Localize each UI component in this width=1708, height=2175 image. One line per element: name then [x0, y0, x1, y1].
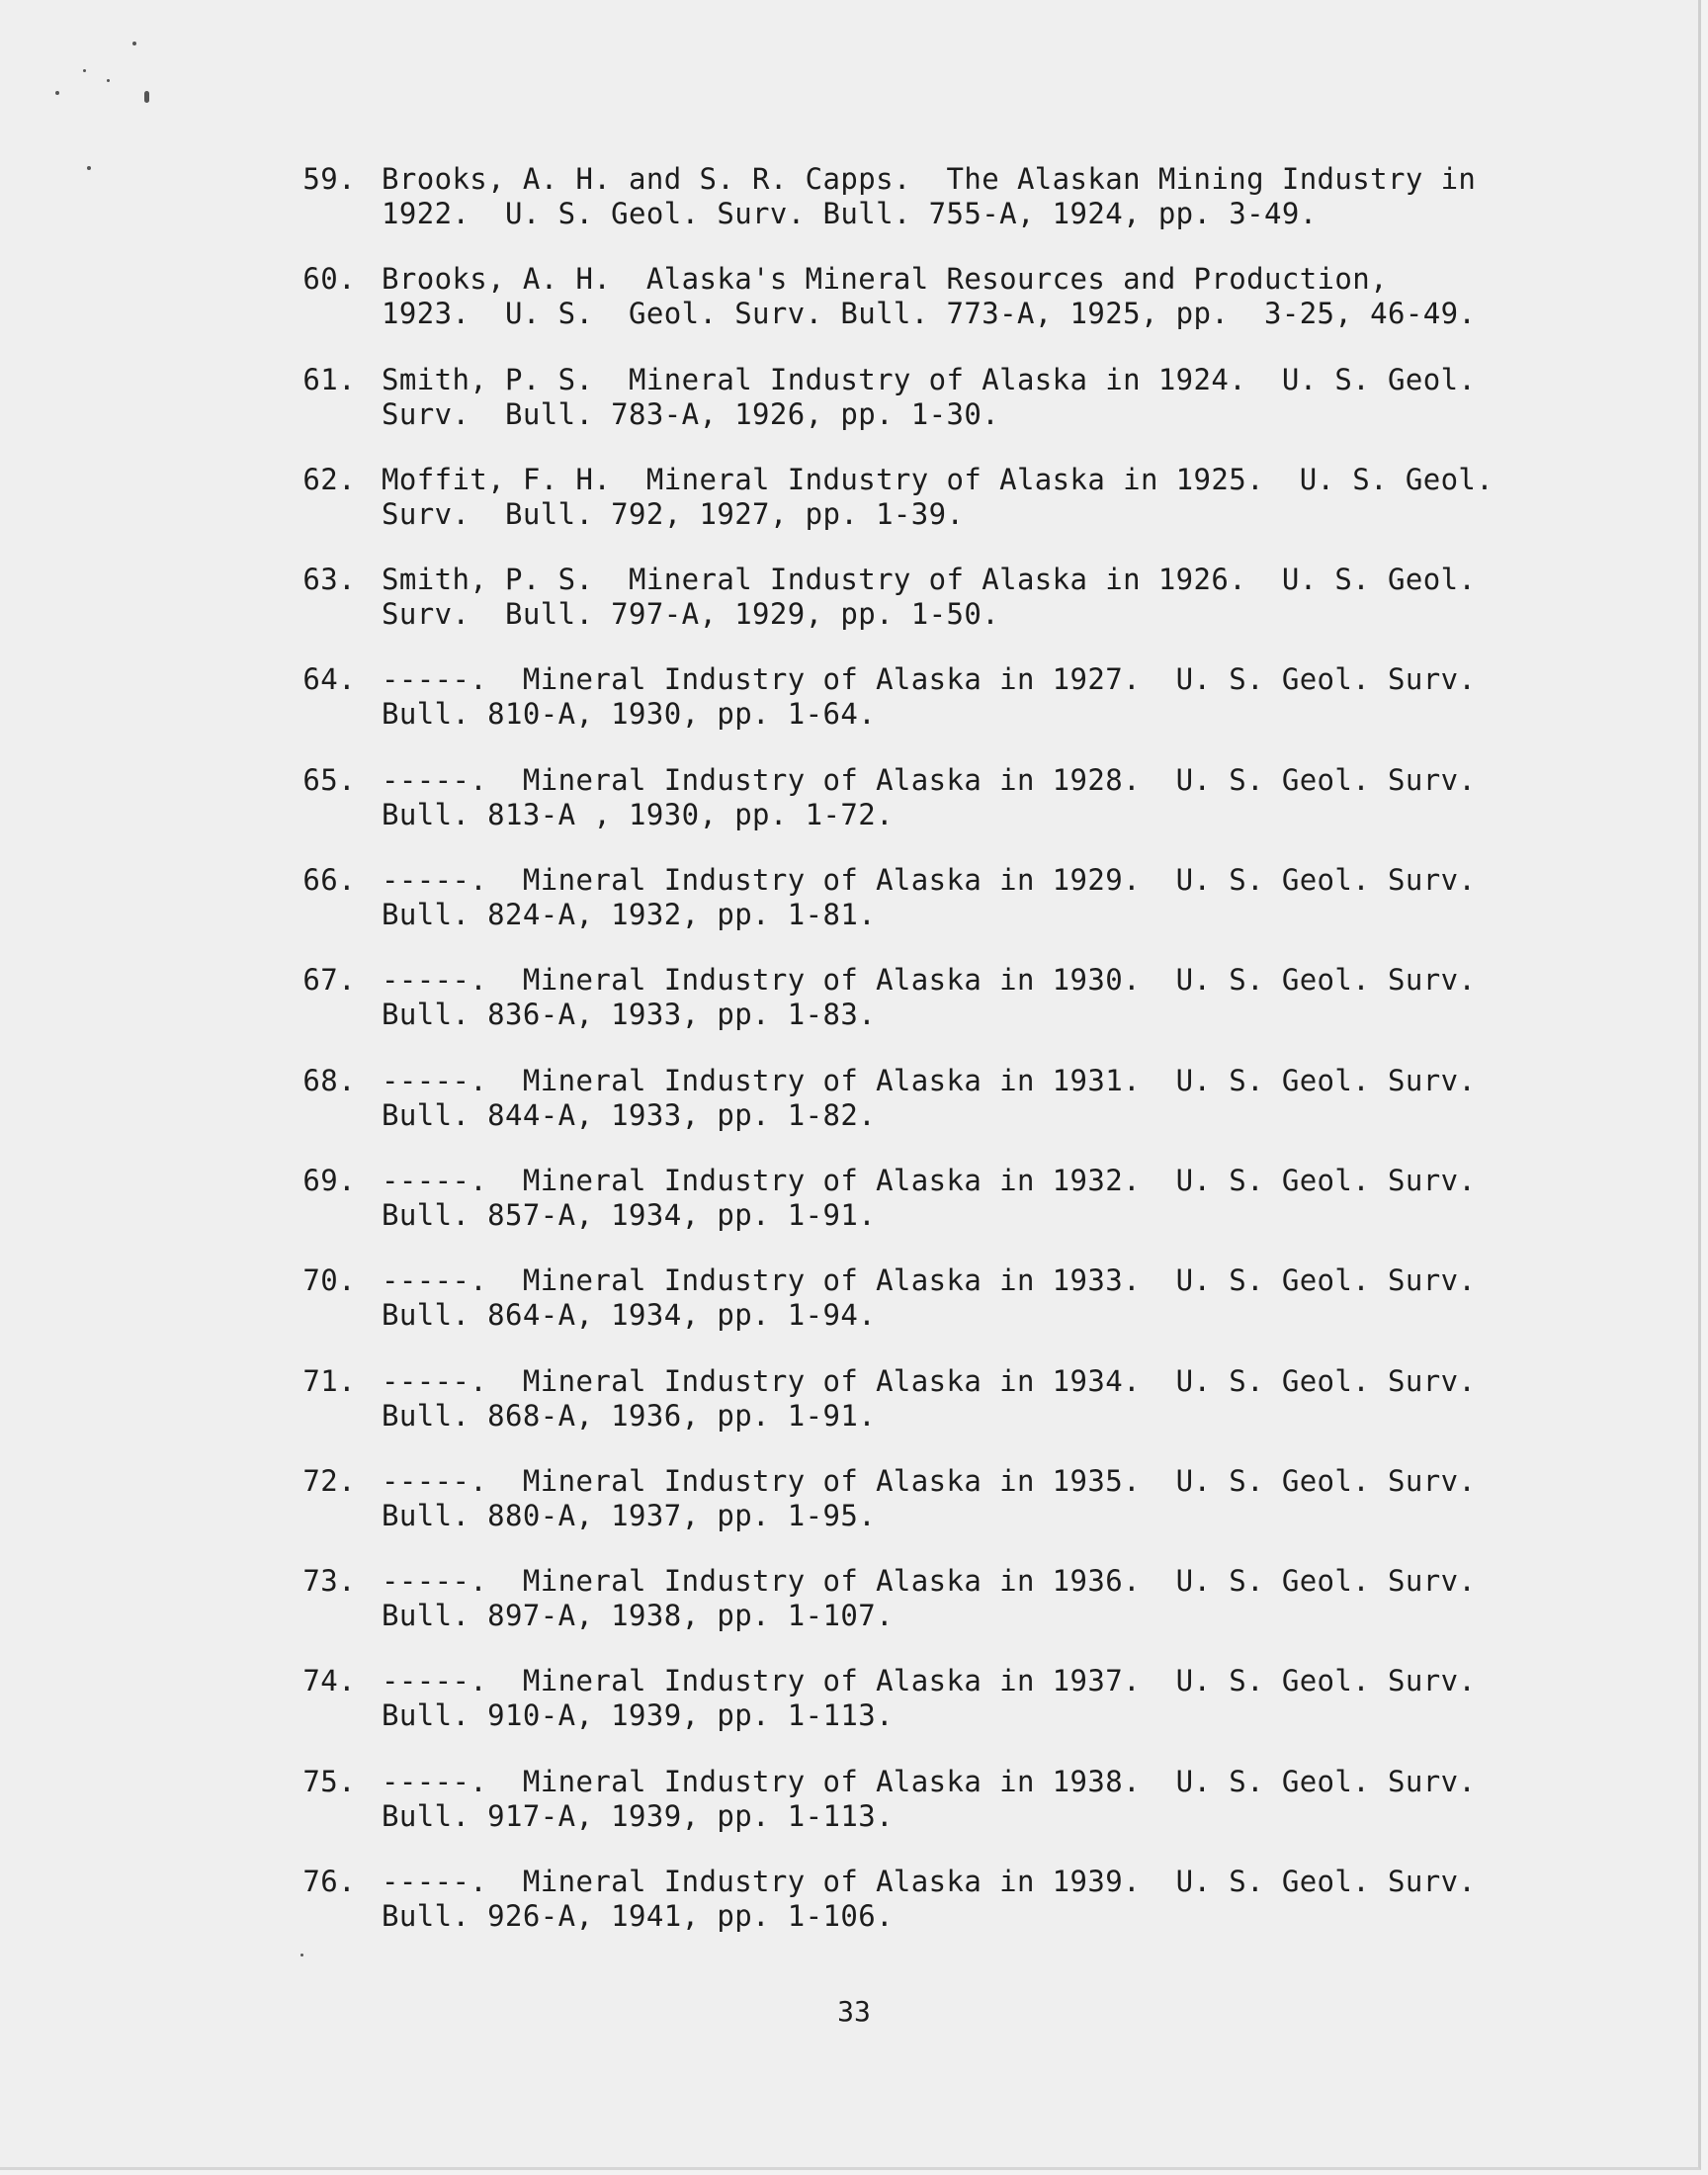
reference-line-1: -----. Mineral Industry of Alaska in 1938. U. S. Geol. Surv.	[382, 1764, 1477, 1798]
reference-line-1: -----. Mineral Industry of Alaska in 1937. U. S. Geol. Surv.	[382, 1664, 1477, 1698]
reference-number: 59.	[302, 162, 356, 196]
reference-text	[382, 1564, 1477, 1633]
reference-entry	[287, 963, 1477, 1063]
reference-number: 62.	[302, 462, 356, 496]
reference-entry	[287, 1063, 1477, 1164]
reference-line-1: Smith, P. S. Mineral Industry of Alaska in 1926. U. S. Geol.	[382, 563, 1477, 597]
reference-line-2: Bull. 844-A, 1933, pp. 1-82.	[382, 1097, 877, 1132]
reference-text	[382, 662, 1477, 732]
reference-line-2: Bull. 926-A, 1941, pp. 1-106.	[382, 1899, 894, 1934]
reference-text	[382, 1063, 1477, 1133]
reference-line-1: -----. Mineral Industry of Alaska in 1929. U. S. Geol. Surv.	[382, 863, 1477, 898]
reference-line-1: -----. Mineral Industry of Alaska in 1932. U. S. Geol. Surv.	[382, 1163, 1477, 1197]
reference-line-1: -----. Mineral Industry of Alaska in 1931. U. S. Geol. Surv.	[382, 1063, 1477, 1097]
reference-line-1: -----. Mineral Industry of Alaska in 1934. U. S. Geol. Surv.	[382, 1363, 1477, 1398]
reference-number: 61.	[302, 362, 356, 396]
reference-number: 71.	[302, 1363, 356, 1398]
reference-entry	[287, 362, 1477, 463]
reference-text	[382, 1664, 1477, 1733]
reference-line-1: -----. Mineral Industry of Alaska in 1928. U. S. Geol. Surv.	[382, 762, 1477, 797]
reference-number: 73.	[302, 1564, 356, 1599]
reference-text	[382, 462, 1494, 532]
reference-text	[382, 262, 1477, 331]
reference-entry	[287, 1363, 1477, 1464]
reference-text	[382, 362, 1477, 432]
reference-number: 67.	[302, 963, 356, 998]
reference-entry	[287, 1865, 1477, 1964]
reference-text	[382, 963, 1477, 1032]
reference-text	[382, 762, 1477, 832]
reference-text	[382, 162, 1477, 231]
reference-entry	[287, 1564, 1477, 1664]
reference-text	[382, 563, 1477, 632]
reference-line-2: Bull. 857-A, 1934, pp. 1-91.	[382, 1197, 877, 1232]
reference-line-1: -----. Mineral Industry of Alaska in 1939. U. S. Geol. Surv.	[382, 1865, 1477, 1899]
reference-line-2: Bull. 880-A, 1937, pp. 1-95.	[382, 1498, 877, 1532]
reference-number: 66.	[302, 863, 356, 898]
reference-entry	[287, 1764, 1477, 1865]
reference-line-1: Brooks, A. H. Alaska's Mineral Resources and Production,	[382, 262, 1388, 297]
reference-list	[287, 162, 1494, 1964]
reference-number: 76.	[302, 1865, 356, 1899]
reference-line-2: Bull. 868-A, 1936, pp. 1-91.	[382, 1398, 877, 1433]
reference-entry	[287, 863, 1477, 963]
reference-text	[382, 863, 1477, 932]
reference-text	[382, 1363, 1477, 1434]
reference-line-1: -----. Mineral Industry of Alaska in 1936. U. S. Geol. Surv.	[382, 1564, 1477, 1599]
reference-line-2: 1922. U. S. Geol. Surv. Bull. 755-A, 1924, pp. 3-49.	[382, 197, 1318, 230]
reference-entry	[287, 262, 1477, 362]
reference-entry	[287, 1263, 1477, 1363]
reference-number: 63.	[302, 563, 356, 597]
reference-entry	[287, 1664, 1477, 1764]
reference-number: 75.	[302, 1764, 356, 1798]
reference-line-2: 1923. U. S. Geol. Surv. Bull. 773-A, 1925, pp. 3-25, 46-49.	[382, 297, 1477, 331]
reference-line-1: -----. Mineral Industry of Alaska in 1935. U. S. Geol. Surv.	[382, 1463, 1477, 1498]
reference-text	[382, 1163, 1477, 1233]
reference-entry	[287, 662, 1477, 762]
reference-line-2: Surv. Bull. 797-A, 1929, pp. 1-50.	[382, 597, 1000, 632]
reference-line-1: -----. Mineral Industry of Alaska in 1933. U. S. Geol. Surv.	[382, 1263, 1477, 1298]
reference-number: 69.	[302, 1163, 356, 1197]
reference-number: 68.	[302, 1063, 356, 1097]
reference-line-2: Bull. 917-A, 1939, pp. 1-113.	[382, 1798, 894, 1833]
reference-number: 60.	[302, 262, 356, 297]
reference-number: 65.	[302, 762, 356, 797]
reference-entry	[287, 762, 1477, 863]
reference-line-2: Bull. 824-A, 1932, pp. 1-81.	[382, 898, 877, 932]
reference-line-1: Brooks, A. H. and S. R. Capps. The Alaskan Mining Industry in	[382, 162, 1477, 196]
reference-text	[382, 1865, 1477, 1934]
reference-line-2: Bull. 810-A, 1930, pp. 1-64.	[382, 697, 877, 732]
reference-text	[382, 1263, 1477, 1333]
reference-line-2: Surv. Bull. 792, 1927, pp. 1-39.	[382, 496, 965, 531]
reference-text	[382, 1764, 1477, 1834]
reference-text	[382, 1463, 1477, 1533]
reference-line-2: Bull. 864-A, 1934, pp. 1-94.	[382, 1298, 877, 1333]
reference-number: 64.	[302, 662, 356, 697]
reference-line-1: Smith, P. S. Mineral Industry of Alaska in 1924. U. S. Geol.	[382, 362, 1477, 396]
reference-line-2: Bull. 897-A, 1938, pp. 1-107.	[382, 1599, 894, 1633]
reference-entry	[287, 1163, 1477, 1263]
reference-line-2: Bull. 836-A, 1933, pp. 1-83.	[382, 998, 877, 1032]
reference-number: 72.	[302, 1463, 356, 1498]
reference-line-2: Surv. Bull. 783-A, 1926, pp. 1-30.	[382, 396, 1000, 431]
reference-number: 74.	[302, 1664, 356, 1698]
page-number: 33	[837, 1995, 871, 2028]
reference-line-2: Bull. 813-A , 1930, pp. 1-72.	[382, 797, 894, 831]
reference-entry	[287, 563, 1477, 662]
reference-line-2: Bull. 910-A, 1939, pp. 1-113.	[382, 1698, 894, 1733]
reference-number: 70.	[302, 1263, 356, 1298]
reference-line-1: Moffit, F. H. Mineral Industry of Alaska in 1925. U. S. Geol.	[382, 462, 1494, 496]
reference-entry	[287, 162, 1477, 262]
reference-line-1: -----. Mineral Industry of Alaska in 1927. U. S. Geol. Surv.	[382, 662, 1477, 697]
reference-entry	[287, 462, 1494, 563]
reference-line-1: -----. Mineral Industry of Alaska in 1930. U. S. Geol. Surv.	[382, 963, 1477, 998]
reference-entry	[287, 1463, 1477, 1564]
